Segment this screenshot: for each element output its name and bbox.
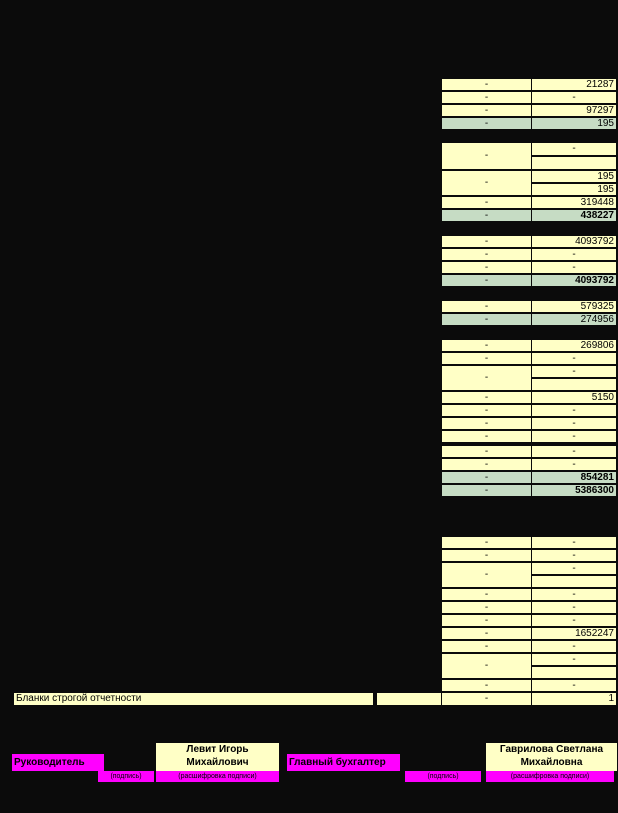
table-cell: - [441,170,532,196]
chief-accountant-signature-caption: (подпись) [405,771,481,782]
table-cell: - [441,365,532,391]
table-cell: - [441,78,532,91]
table-cell: - [531,430,617,443]
table-cell: 21287 [531,78,617,91]
table-cell: - [441,391,532,404]
table-cell: 1 [531,692,617,706]
table-cell: 4093792 [531,274,617,287]
table-cell: - [441,471,532,484]
table-cell: - [531,352,617,365]
table-cell: - [441,458,532,471]
table-cell: - [441,679,532,692]
table-cell [531,666,617,679]
table-cell: 97297 [531,104,617,117]
table-cell: 195 [531,170,617,183]
table-cell: - [441,627,532,640]
table-cell: - [441,261,532,274]
table-cell: - [441,653,532,679]
table-cell: - [531,445,617,458]
table-cell: - [441,484,532,497]
table-cell: - [441,117,532,130]
table-cell: - [441,614,532,627]
table-cell: - [531,562,617,575]
table-cell: - [441,549,532,562]
head-name: Левит Игорь Михайлович [156,743,279,771]
table-cell: - [441,445,532,458]
table-cell: - [441,601,532,614]
head-label: Руководитель [12,754,104,771]
table-cell: 579325 [531,300,617,313]
table-cell: 5150 [531,391,617,404]
table-cell: - [441,692,532,706]
table-cell: - [441,300,532,313]
table-cell: - [441,430,532,443]
table-cell: - [531,365,617,378]
table-cell: 1652247 [531,627,617,640]
chief-accountant-label: Главный бухгалтер [287,754,400,771]
table-cell [531,156,617,170]
table-cell: - [531,653,617,666]
table-cell: 5386300 [531,484,617,497]
table-cell: - [441,91,532,104]
table-cell: - [441,562,532,588]
table-cell: - [531,588,617,601]
table-cell: - [531,404,617,417]
table-cell: 195 [531,117,617,130]
table-cell: - [531,640,617,653]
table-cell: - [441,248,532,261]
table-cell: - [441,104,532,117]
table-cell: - [441,588,532,601]
head-signature-caption: (подпись) [98,771,154,782]
chief-accountant-decode-caption: (расшифровка подписи) [486,771,614,782]
table-cell: - [441,339,532,352]
table-cell: 319448 [531,196,617,209]
table-cell: - [531,261,617,274]
table-cell: - [531,549,617,562]
head-decode-caption: (расшифровка подписи) [156,771,279,782]
table-cell: - [441,274,532,287]
table-cell: - [441,209,532,222]
table-cell: - [531,248,617,261]
table-cell: - [441,536,532,549]
table-cell [376,692,442,706]
table-cell: - [531,417,617,430]
table-cell: - [531,458,617,471]
table-cell: 854281 [531,471,617,484]
table-cell: - [441,196,532,209]
row-label-strict-forms: Бланки строгой отчетности [13,692,374,706]
table-cell: 4093792 [531,235,617,248]
table-cell: - [531,601,617,614]
table-cell: 438227 [531,209,617,222]
table-cell: - [531,679,617,692]
table-cell [531,575,617,588]
table-cell: - [441,235,532,248]
table-cell: - [531,142,617,156]
chief-accountant-name: Гаврилова Светлана Михайловна [486,743,617,771]
table-cell: 274956 [531,313,617,326]
table-cell: - [531,614,617,627]
table-cell: - [441,404,532,417]
table-cell: - [441,417,532,430]
table-cell [531,378,617,391]
table-cell: 269806 [531,339,617,352]
table-cell: - [441,313,532,326]
table-cell: - [441,352,532,365]
table-cell: - [531,91,617,104]
table-cell: - [441,142,532,170]
table-cell: - [441,640,532,653]
table-cell: - [531,536,617,549]
table-cell: 195 [531,183,617,196]
